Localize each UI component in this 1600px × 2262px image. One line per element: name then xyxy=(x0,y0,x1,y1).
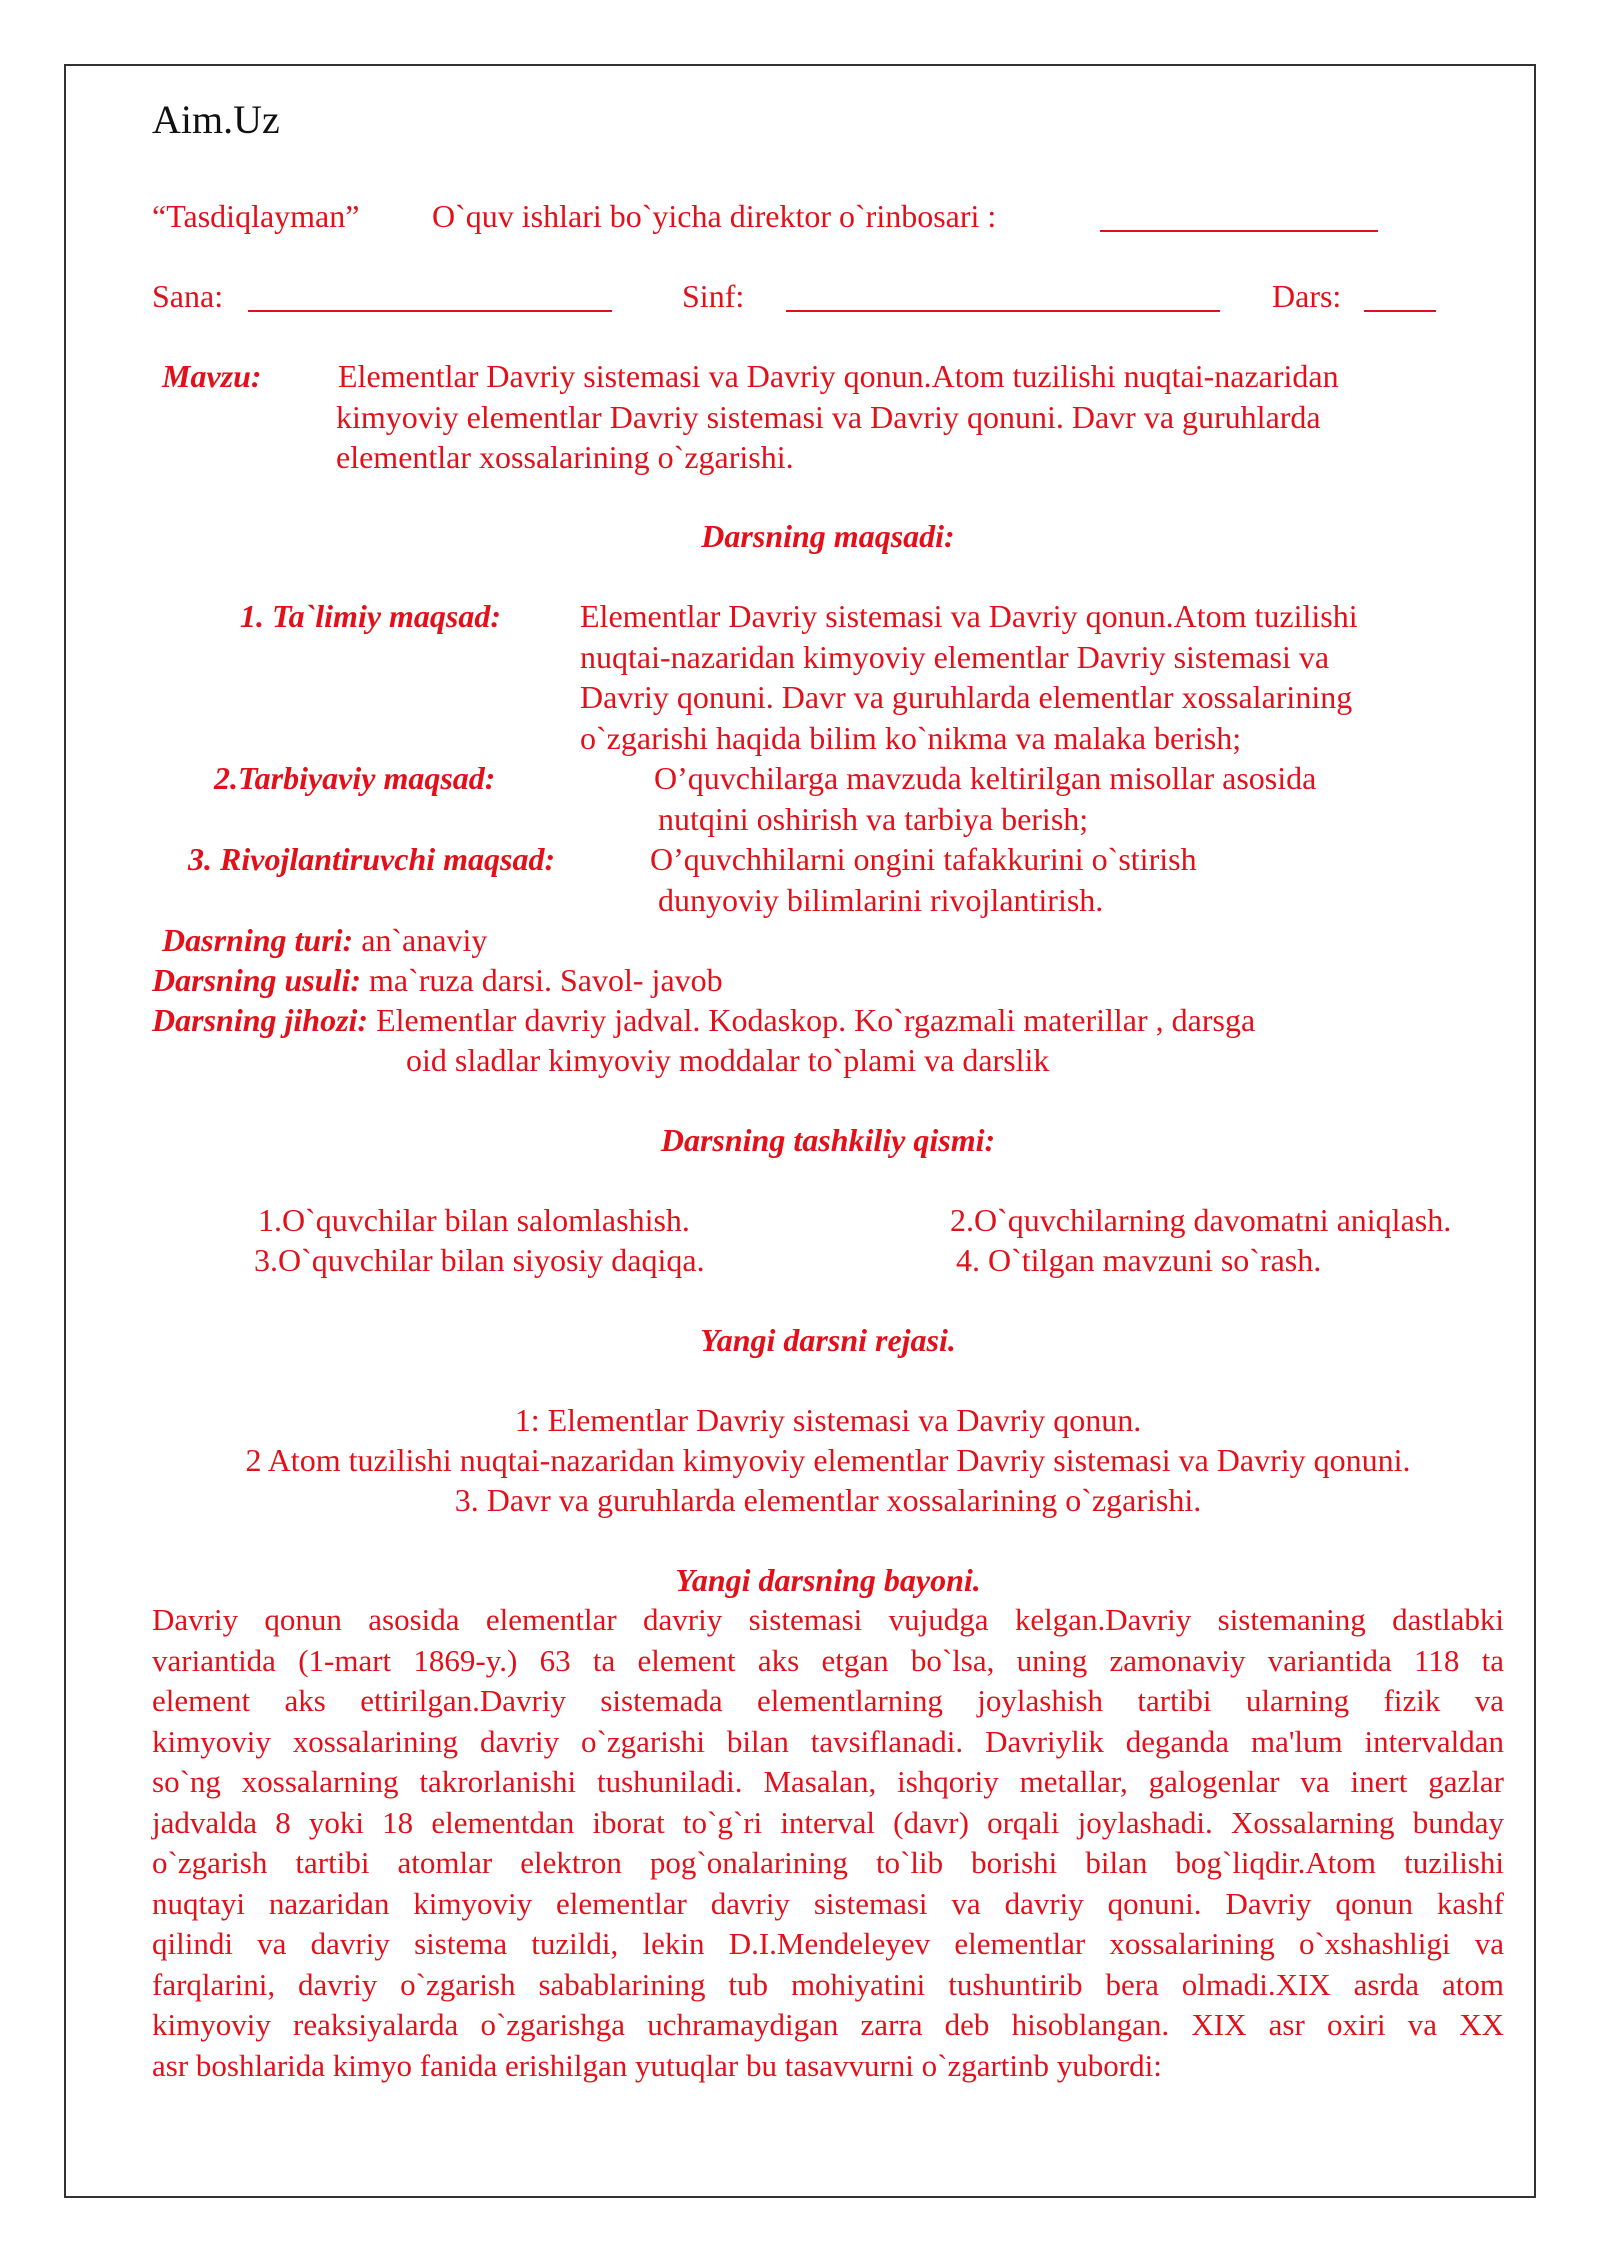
plan-item: 2 Atom tuzilishi nuqtai-nazaridan kimyoviy elementlar Davriy sistemasi va Davriy qonuni. xyxy=(245,1442,1411,1478)
lesson-equipment-value: Elementlar davriy jadval. Kodaskop. Ko`rgazmali materillar , darsga xyxy=(376,1002,1256,1038)
lesson-method-value: ma`ruza darsi. Savol- javob xyxy=(368,962,723,998)
topic-text xyxy=(336,356,1339,478)
lesson-type-label: Dasrning turi: xyxy=(162,922,354,958)
lesson-method-row xyxy=(152,960,723,1000)
developmental-goal-line: dunyoviy bilimlarini rivojlantirish. xyxy=(658,881,1104,918)
lesson-equipment-row xyxy=(152,1000,1255,1040)
class-blank-line[interactable] xyxy=(786,280,1220,312)
explanation-line: nuqtayi nazaridan kimyoviy elementlar davriy sistemasi va davriy qonuni. Davriy qonun kashf xyxy=(152,1885,1504,1921)
explanation-line: o`zgarish tartibi atomlar elektron pog`onalarining to`lib borishi bilan bog`liqdir.Atom tuzilishi xyxy=(152,1845,1504,1880)
lesson-method-label: Darsning usuli: xyxy=(152,962,361,998)
date-blank-line[interactable] xyxy=(248,280,612,312)
plan-item: 3. Davr va guruhlarda elementlar xossalarining o`zgarishi. xyxy=(454,1482,1202,1518)
developmental-goal-text xyxy=(650,839,1197,920)
explanation-paragraph xyxy=(152,1600,1504,2086)
explanation-heading: Yangi darsning bayoni. xyxy=(675,1562,981,1598)
organization-heading: Darsning tashkiliy qismi: xyxy=(660,1122,996,1158)
topic-line: kimyoviy elementlar Davriy sistemasi va Davriy qonuni. Davr va guruhlarda xyxy=(336,398,1321,435)
explanation-line: jadvalda 8 yoki 18 elementdan iborat to`g`ri interval (davr) orqali joylashadi. Xossalarning bunday xyxy=(152,1804,1504,1840)
explanation-line: variantida (1-mart 1869-y.) 63 ta element aks etgan bo`lsa, uning zamonaviy variantida 118 ta xyxy=(152,1642,1504,1678)
explanation-line: so`ng xossalarning takrorlanishi tushuniladi. Masalan, ishqoriy metallar, galogenlar va inert gazlar xyxy=(152,1764,1504,1799)
developmental-goal-label: 3. Rivojlantiruvchi maqsad: xyxy=(188,841,556,877)
explanation-line: element aks ettirilgan.Davriy sistemada elementlarning joylashish tartibi ularning fizik va xyxy=(152,1683,1504,1718)
organization-item: 4. O`tilgan mavzuni so`rash. xyxy=(956,1242,1322,1278)
explanation-line: kimyoviy xossalarining davriy o`zgarishi bilan tavsiflanadi. Davriylik deganda ma'lum intervaldan xyxy=(152,1723,1504,1759)
upbringing-goal-text xyxy=(654,758,1316,839)
organization-item: 1.O`quvchilar bilan salomlashish. xyxy=(258,1202,690,1238)
topic-line: Elementlar Davriy sistemasi va Davriy qonun.Atom tuzilishi nuqtai-nazaridan xyxy=(338,358,1339,394)
site-brand: Aim.Uz xyxy=(152,97,280,142)
explanation-line: kimyoviy reaksiyalarda o`zgarishga uchramaydigan zarra deb hisoblangan. XIX asr oxiri va XX xyxy=(152,2007,1504,2042)
topic-label: Mavzu: xyxy=(162,358,262,394)
approve-label: “Tasdiqlayman” xyxy=(152,198,360,234)
upbringing-goal-label: 2.Tarbiyaviy maqsad: xyxy=(214,760,496,796)
plan-heading: Yangi darsni rejasi. xyxy=(700,1322,956,1358)
topic-line: elementlar xossalarining o`zgarishi. xyxy=(336,439,794,475)
educational-goal-line: Elementlar Davriy sistemasi va Davriy qonun.Atom tuzilishi xyxy=(580,598,1358,634)
deputy-signature-line[interactable] xyxy=(1100,200,1378,232)
lesson-equipment-label: Darsning jihozi: xyxy=(152,1002,369,1038)
upbringing-goal-line: nutqini oshirish va tarbiya berish; xyxy=(658,800,1089,837)
date-label: Sana: xyxy=(152,278,224,314)
developmental-goal-line: O’quvchhilarni ongini tafakkurini o`stirish xyxy=(650,841,1197,877)
lesson-type-row xyxy=(162,920,487,960)
lesson-label: Dars: xyxy=(1272,278,1342,314)
goals-heading: Darsning maqsadi: xyxy=(701,518,955,554)
organization-item: 2.O`quvchilarning davomatni aniqlash. xyxy=(950,1202,1452,1238)
explanation-line: farqlarini, davriy o`zgarish sabablarining tub mohiyatini tushuntirib bera olmadi.XIX asrda atom xyxy=(152,1966,1504,2002)
educational-goal-line: Davriy qonuni. Davr va guruhlarda elementlar xossalarining xyxy=(580,679,1353,715)
educational-goal-text xyxy=(580,596,1358,758)
lesson-equipment-continued: oid sladlar kimyoviy moddalar to`plami va darslik xyxy=(406,1042,1050,1078)
lesson-blank-line[interactable] xyxy=(1364,280,1436,312)
deputy-label: O`quv ishlari bo`yicha direktor o`rinbosari : xyxy=(432,198,997,234)
lesson-type-value: an`anaviy xyxy=(361,922,488,958)
explanation-line: asr boshlarida kimyo fanida erishilgan yutuqlar bu tasavvurni o`zgartinb yubordi: xyxy=(152,2047,1162,2083)
plan-item: 1: Elementlar Davriy sistemasi va Davriy qonun. xyxy=(514,1402,1142,1438)
explanation-line: Davriy qonun asosida elementlar davriy sistemasi vujudga kelgan.Davriy sistemaning dastlabki xyxy=(152,1602,1504,1637)
class-label: Sinf: xyxy=(682,278,745,314)
explanation-line: qilindi va davriy sistema tuzildi, lekin D.I.Mendeleyev elementlar xossalarining o`xshashligi va xyxy=(152,1926,1504,1961)
educational-goal-label: 1. Ta`limiy maqsad: xyxy=(240,598,502,634)
educational-goal-line: nuqtai-nazaridan kimyoviy elementlar Davriy sistemasi va xyxy=(580,638,1330,675)
organization-item: 3.O`quvchilar bilan siyosiy daqiqa. xyxy=(254,1242,705,1278)
upbringing-goal-line: O’quvchilarga mavzuda keltirilgan misollar asosida xyxy=(654,760,1317,796)
educational-goal-line: o`zgarishi haqida bilim ko`nikma va malaka berish; xyxy=(580,719,1242,756)
